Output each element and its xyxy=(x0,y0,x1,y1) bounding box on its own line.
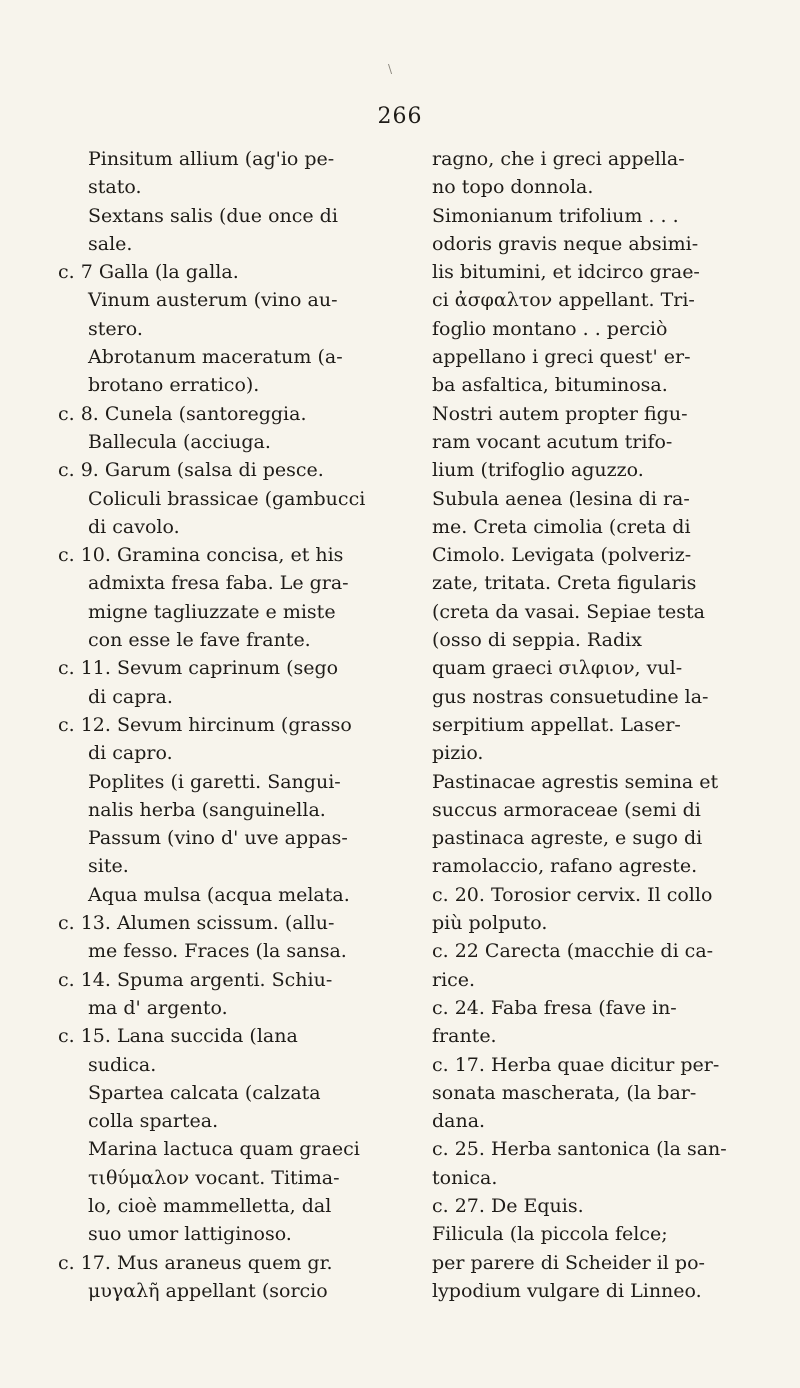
left-column-line: Marina lactuca quam graeci xyxy=(88,1138,360,1161)
right-column-line: (creta da vasai. Sepiae testa xyxy=(432,600,705,623)
right-column-line: me. Creta cimolia (creta di xyxy=(432,515,691,538)
right-column-line: lium (trifoglio aguzzo. xyxy=(432,459,644,482)
left-column-line: sudica. xyxy=(88,1053,157,1076)
right-column-line: lypodium vulgare di Linneo. xyxy=(432,1279,702,1302)
right-column-line: Pastinacae agrestis semina et xyxy=(432,770,719,793)
right-column-line: foglio montano . . perciò xyxy=(432,317,668,340)
right-column-line: Subula aenea (lesina di ra- xyxy=(432,487,690,510)
right-column-line: per parere di Scheider il po- xyxy=(432,1251,705,1274)
right-column-line: serpitium appellat. Laser- xyxy=(432,713,681,736)
left-column-line: stero. xyxy=(88,317,143,340)
right-column-line: c. 20. Torosior cervix. Il collo xyxy=(432,883,713,906)
left-column-line: Vinum austerum (vino au- xyxy=(88,289,338,312)
left-column-line: c. 13. Alumen scissum. (allu- xyxy=(58,912,335,935)
left-column-line: colla spartea. xyxy=(88,1110,219,1133)
left-column xyxy=(58,145,398,1305)
right-column-line: no topo donnola. xyxy=(432,176,594,199)
left-column-line: site. xyxy=(88,855,129,878)
left-column-line: suo umor lattiginoso. xyxy=(88,1223,292,1246)
left-column-line: nalis herba (sanguinella. xyxy=(88,798,326,821)
left-column-line: c. 8. Cunela (santoreggia. xyxy=(58,402,307,425)
left-column-line: me fesso. Fraces (la sansa. xyxy=(88,940,347,963)
page-number: 266 xyxy=(377,104,423,129)
left-column-line: Coliculi brassicae (gambucci xyxy=(88,487,366,510)
left-column-line: Passum (vino d' uve appas- xyxy=(88,827,348,850)
right-column-line: Nostri autem propter figu- xyxy=(432,402,688,425)
right-column-line: c. 24. Faba fresa (fave in- xyxy=(432,996,677,1019)
left-column-line: brotano erratico). xyxy=(88,374,260,397)
right-column-line: sonata mascherata, (la bar- xyxy=(432,1081,697,1104)
right-column-line: gus nostras consuetudine la- xyxy=(432,685,709,708)
right-column-line: odoris gravis neque absimi- xyxy=(432,232,699,255)
right-column-line: ci ἀσφαλτον appellant. Tri- xyxy=(432,289,695,312)
left-column-line: di capro. xyxy=(88,742,173,765)
right-column-line: zate, tritata. Creta figularis xyxy=(432,572,697,595)
right-column-line: Cimolo. Levigata (polveriz- xyxy=(432,544,692,567)
top-mark: \ xyxy=(388,62,393,76)
right-column-line: Filicula (la piccola felce; xyxy=(432,1223,668,1246)
left-column-line: lo, cioè mammelletta, dal xyxy=(88,1194,332,1217)
left-column-line: c. 12. Sevum hircinum (grasso xyxy=(58,713,352,736)
left-column-line: con esse le fave frante. xyxy=(88,629,311,652)
left-column-line: Poplites (i garetti. Sangui- xyxy=(88,770,341,793)
left-column-line: Spartea calcata (calzata xyxy=(88,1081,321,1104)
right-column-line: c. 25. Herba santonica (la san- xyxy=(432,1138,727,1161)
left-column-line: Abrotanum maceratum (a- xyxy=(88,346,343,369)
right-column-line: ba asfaltica, bituminosa. xyxy=(432,374,668,397)
left-column-line: sale. xyxy=(88,232,133,255)
left-column-line: c. 7 Galla (la galla. xyxy=(58,261,239,284)
right-column-line: più polputo. xyxy=(432,912,548,935)
right-column-line: dana. xyxy=(432,1110,486,1133)
left-column-line: stato. xyxy=(88,176,142,199)
left-column-line: Aqua mulsa (acqua melata. xyxy=(88,883,350,906)
left-column-line: Sextans salis (due once di xyxy=(88,204,338,227)
right-column-line: succus armoraceae (semi di xyxy=(432,798,701,821)
left-column-line: μυγαλῆ appellant (sorcio xyxy=(88,1279,328,1302)
right-column-line: pizio. xyxy=(432,742,484,765)
left-column-line: Ballecula (acciuga. xyxy=(88,430,271,453)
left-column-line: c. 11. Sevum caprinum (sego xyxy=(58,657,339,680)
right-column-line: tonica. xyxy=(432,1166,498,1189)
left-column-line: τιθύμαλον vocant. Titima- xyxy=(88,1166,340,1189)
left-column-line: Pinsitum allium (ag'io pe- xyxy=(88,148,335,170)
left-column-line: c. 15. Lana succida (lana xyxy=(58,1025,298,1048)
right-column-line: Simonianum trifolium . . . xyxy=(432,204,679,227)
left-column-line: c. 14. Spuma argenti. Schiu- xyxy=(58,968,333,991)
right-column-line: c. 17. Herba quae dicitur per- xyxy=(432,1053,720,1076)
left-column-line: migne tagliuzzate e miste xyxy=(88,600,336,623)
right-column-line: appellano i greci quest' er- xyxy=(432,346,691,369)
left-column-line: c. 17. Mus araneus quem gr. xyxy=(58,1251,333,1274)
left-column-line: ma d' argento. xyxy=(88,996,228,1019)
left-column-line: di capra. xyxy=(88,685,173,708)
right-column-line: ragno, che i greci appella- xyxy=(432,148,685,170)
right-column-line: ramolaccio, rafano agreste. xyxy=(432,855,698,878)
right-column-line: c. 22 Carecta (macchie di ca- xyxy=(432,940,714,963)
left-column-line: di cavolo. xyxy=(88,515,180,538)
right-column-line: rice. xyxy=(432,968,476,991)
left-column-line: c. 9. Garum (salsa di pesce. xyxy=(58,459,324,482)
right-column-line: ram vocant acutum trifo- xyxy=(432,430,673,453)
right-column-line: lis bitumini, et idcirco grae- xyxy=(432,261,700,284)
right-column-line: c. 27. De Equis. xyxy=(432,1194,584,1217)
right-column-line: frante. xyxy=(432,1025,497,1048)
right-column-line: quam graeci σιλφιον, vul- xyxy=(432,657,683,680)
right-column xyxy=(432,145,752,1305)
right-column-line: (osso di seppia. Radix xyxy=(432,629,642,652)
right-column-line: pastinaca agreste, e sugo di xyxy=(432,827,703,850)
left-column-line: admixta fresa faba. Le gra- xyxy=(88,572,349,595)
left-column-line: c. 10. Gramina concisa, et his xyxy=(58,544,344,567)
